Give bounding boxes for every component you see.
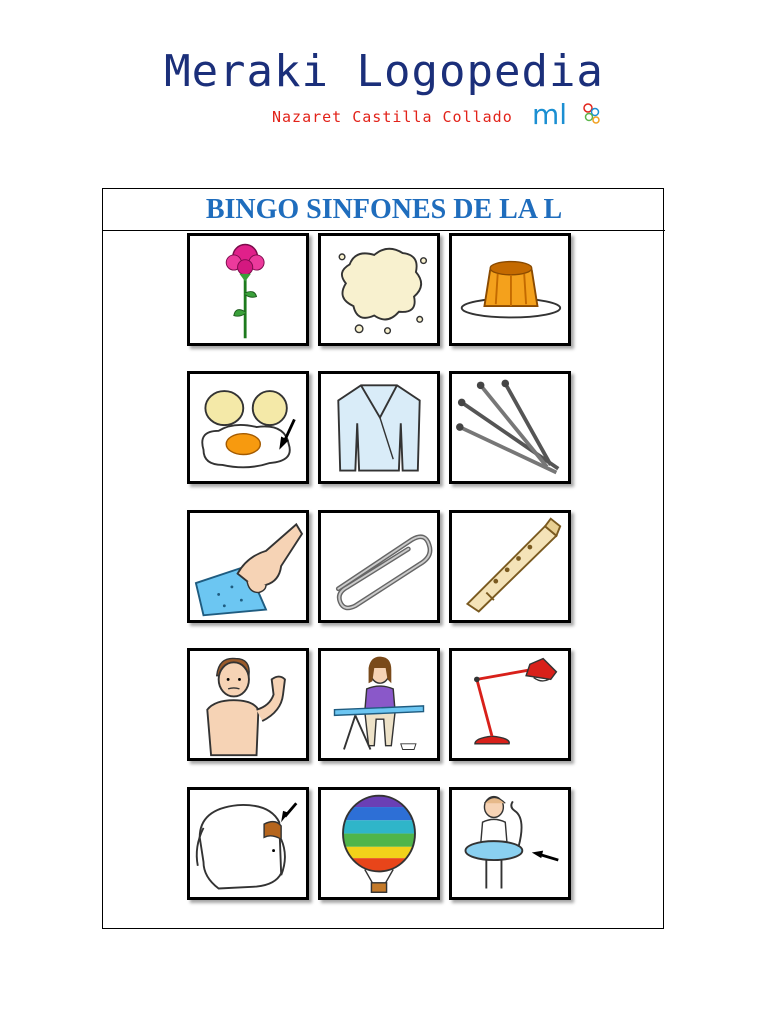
knitting-needles-icon	[452, 374, 568, 481]
bingo-tile[interactable]	[318, 371, 440, 484]
forehead-icon	[190, 790, 306, 897]
bingo-tile[interactable]	[449, 648, 571, 761]
bingo-tile[interactable]	[449, 510, 571, 623]
bingo-tile[interactable]	[449, 233, 571, 346]
card-header	[103, 189, 665, 231]
bingo-tile[interactable]	[449, 371, 571, 484]
desk-lamp-icon	[452, 651, 568, 758]
bingo-tile[interactable]	[318, 648, 440, 761]
scrubbing-sponge-icon	[190, 513, 306, 620]
ml-logo-icon	[530, 96, 602, 132]
blouse-icon	[321, 374, 437, 481]
recorder-flute-icon	[452, 513, 568, 620]
bingo-tile[interactable]	[187, 787, 309, 900]
bingo-tile[interactable]	[318, 787, 440, 900]
bingo-tile[interactable]	[318, 510, 440, 623]
bingo-tile[interactable]	[187, 510, 309, 623]
brand-subtitle: Nazaret Castilla Collado	[272, 108, 513, 126]
logo-text: ml	[532, 98, 568, 131]
carnation-flower-icon	[190, 236, 306, 343]
hot-air-balloon-icon	[321, 790, 437, 897]
flexing-boy-icon	[190, 651, 306, 758]
bingo-tile[interactable]	[187, 371, 309, 484]
egg-white-icon	[190, 374, 306, 481]
bingo-tile[interactable]	[187, 648, 309, 761]
ironing-woman-icon	[321, 651, 437, 758]
brand-title: Meraki Logopedia	[164, 46, 604, 97]
bingo-tile[interactable]	[449, 787, 571, 900]
bingo-tile[interactable]	[318, 233, 440, 346]
flan-pudding-icon	[452, 236, 568, 343]
milk-splash-icon	[321, 236, 437, 343]
card-title: BINGO SINFONES DE LA L	[205, 194, 563, 225]
bingo-tile[interactable]	[187, 233, 309, 346]
paper-clip-icon	[321, 513, 437, 620]
float-ring-icon	[452, 790, 568, 897]
